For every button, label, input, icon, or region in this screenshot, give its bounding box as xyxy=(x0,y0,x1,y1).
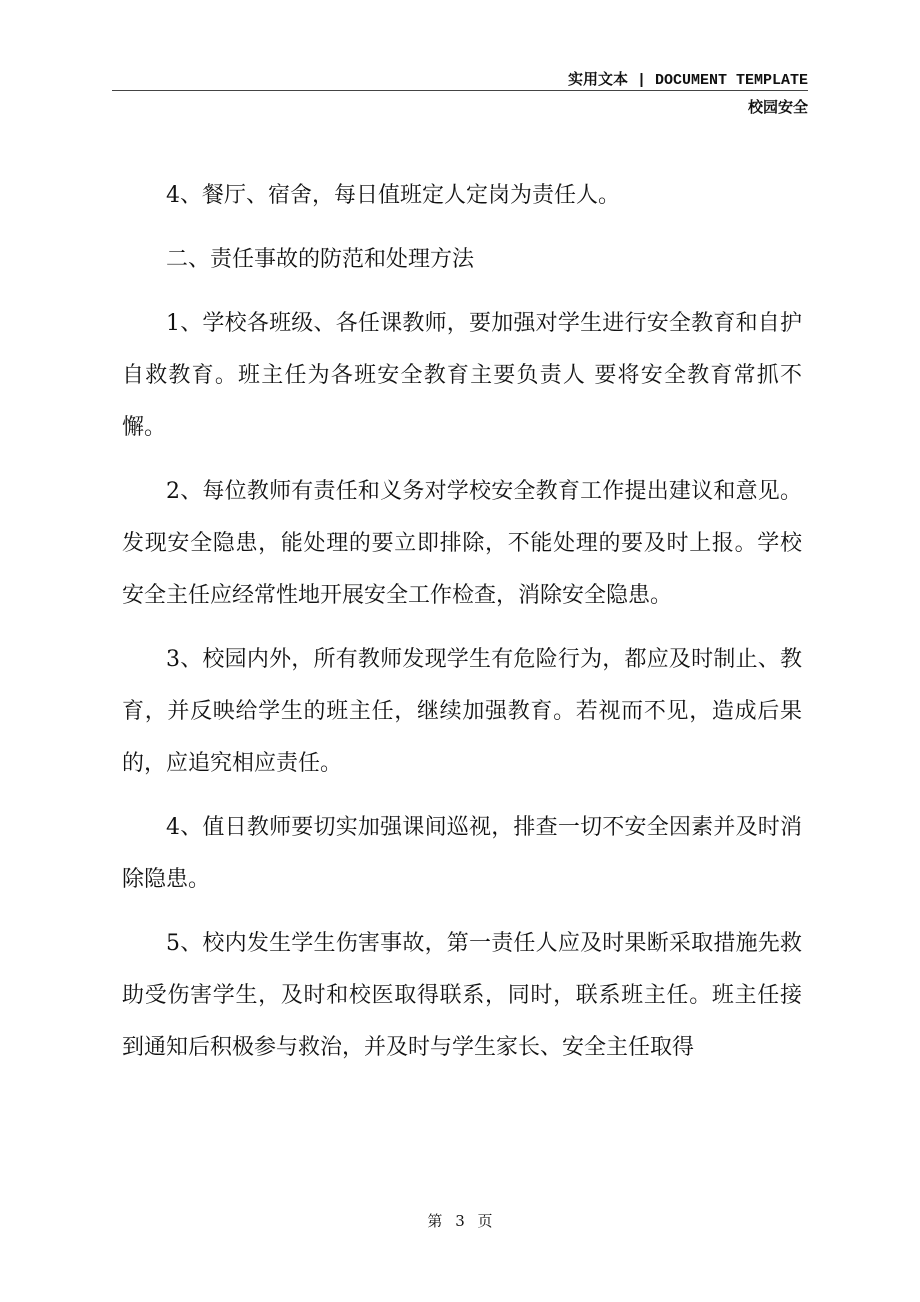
page-footer xyxy=(0,1210,920,1231)
document-body xyxy=(122,170,802,1086)
page-suffix: 页 xyxy=(477,1212,493,1230)
section-heading: 二、责任事故的防范和处理方法 xyxy=(166,247,475,272)
paragraph: 1、学校各班级、各任课教师，要加强对学生进行安全教育和自护自救教育。班主任为各班安全教育主要负责人 要将安全教育常抓不懈。 xyxy=(122,311,802,440)
paragraph: 2、每位教师有责任和义务对学校安全教育工作提出建议和意见。发现安全隐患，能处理的要立即排除，不能处理的要及时上报。学校安全主任应经常性地开展安全工作检查，消除安全隐患。 xyxy=(122,479,802,608)
paragraph: 5、校内发生学生伤害事故，第一责任人应及时果断采取措施先救助受伤害学生，及时和校医取得联系，同时，联系班主任。班主任接到通知后积极参与救治，并及时与学生家长、安全主任取得 xyxy=(122,931,802,1060)
header-divider xyxy=(112,90,808,91)
header-title: 实用文本 | DOCUMENT TEMPLATE xyxy=(567,72,808,89)
paragraph: 3、校园内外，所有教师发现学生有危险行为，都应及时制止、教育，并反映给学生的班主任，继续加强教育。若视而不见，造成后果的，应追究相应责任。 xyxy=(122,647,802,776)
paragraph: 4、值日教师要切实加强课间巡视，排查一切不安全因素并及时消除隐患。 xyxy=(122,815,802,892)
page-number: 3 xyxy=(455,1212,465,1230)
page-prefix: 第 xyxy=(427,1212,443,1230)
header-subtitle: 校园安全 xyxy=(747,98,808,116)
paragraph: 4、餐厅、宿舍，每日值班定人定岗为责任人。 xyxy=(166,183,620,208)
